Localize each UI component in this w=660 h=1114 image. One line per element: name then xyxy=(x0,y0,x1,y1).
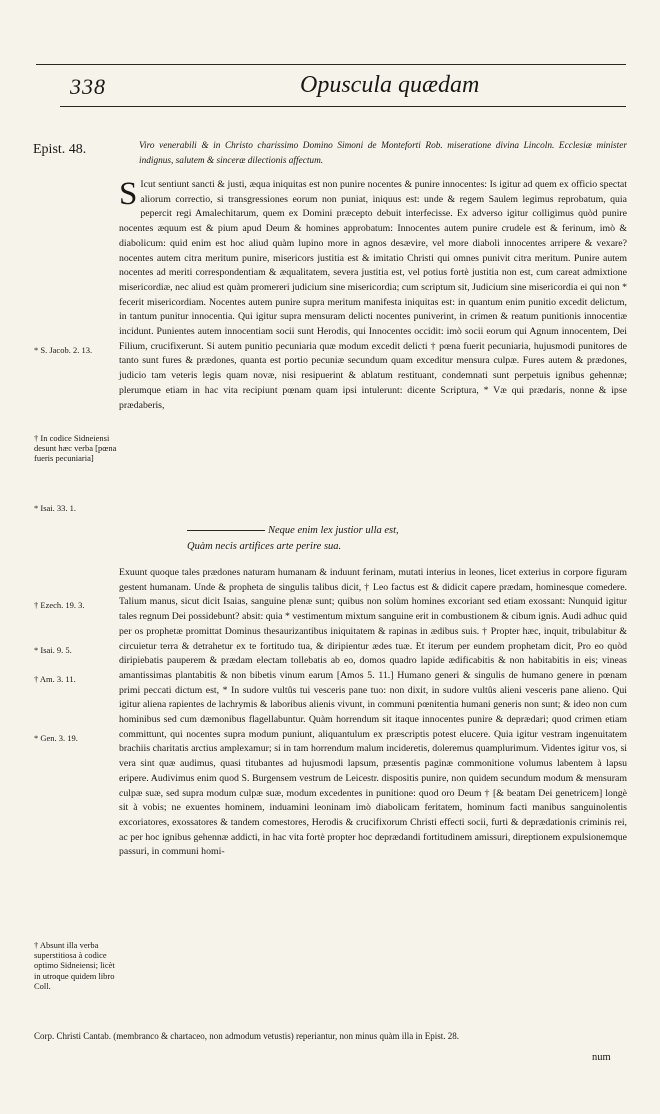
drop-cap: S xyxy=(119,176,138,212)
page-number: 338 xyxy=(70,74,106,99)
catchword: num xyxy=(592,1052,611,1063)
margin-note-ezekiel: † Ezech. 19. 3. xyxy=(34,600,85,610)
running-title: Opuscula quædam xyxy=(300,72,480,98)
margin-note-isaiah-9: * Isai. 9. 5. xyxy=(34,645,72,655)
paragraph-2-text: Exuunt quoque tales prædones naturam humanam & induunt ferinam, mutati interius in leones, licet exterius in corpore figuram gestent humanam. Unde & propheta de singulis talibus dicit, † Leo factus est & didicit capere prædam, hominesque comedere. Talium manus, sicut dicit Isaias, sanguine plenæ sunt; quibus non solùm homines excoriant sed etiam exossant: Nunquid igitur tales regnum Dei possidebunt? absit: quia * vestimentum mixtum sanguine erit in combustionem & cibum ignis. Audi adhuc quid per os prophetæ promittat Dominus thesaurizantibus iniquitatem & rapinas in ædibus suis. † Propter hæc, inquit, tribulabitur & circuietur terra & detrahetur ex te fortitudo tua, & diripientur ædes tuæ. Et iterum per eundem prophetam dicit, Pro eo quòd diripiebatis pauperem & prædam electam tollebatis ab eo, domos quadro lapide ædificabitis & non habitabitis in eis; vineas amantissimas plantabitis & non bibetis vinum earum [Amos 5. 11.] Humano generi & singulis de humano genere in pœnam primi peccati dictum est, * In sudore vultûs tui vesceris pane tuo: non dixit, in sudore vultûs alieni vesceris pane alieno. Qui igitur aliena rapientes de lachrymis & laboribus alienis vivunt, in communi pœnitentia humani generis non sunt; & ideo non cum hominibus sed cum dæmonibus flagellabuntur. Quàm horrendum sit itaque innocentes punire & deprædari; quod crimen etiam committunt, qui nocentes supra modum puniunt, aliquantulum ex præscriptis potest elucere. Quia igitur vestram ingenuitatem brachiis charitatis arctius amplexamur; si in tam horrendum malum incideretis, doleremus quamplurimum. Videntes igitur vos, si vera sint quæ audimus, quasi titubantes ad hujusmodi lapsum, præsentis paginæ commonitione volumus labentem à lapsu eripere. Audivimus enim quod S. Burgensem vestrum de Leicestr. dispositis punire, non quidem secundum modum & mensuram culpæ suæ, sed supra modum culpæ suæ, modum excedentes in punitione: quod oro Deum † [& beatam Dei genetricem] longè sit à vobis; ne exuentes hominem, induamini leoninam imò diabolicam feritatem, hominum facti manibus sanguinolentis excoriatores, exossatores & tandem comestores, Herodis & crucifixorum Christi effecti socii, furti & deprædationis criminis rei, ac per hoc ignibus gehennæ addicti, in hac vita fortè propter hoc deprædandi fortitudinem amissuri, direptionem expulsionemque passuri, in communi homi- xyxy=(119,567,628,858)
epistle-reference: Epist. 48. xyxy=(33,142,87,157)
footnote: Corp. Christi Cantab. (membranco & chartaceo, non admodum vetustis) reperiantur, non minus quàm illa in Epist. 28. xyxy=(34,1031,460,1041)
salutation: Viro venerabili & in Christo charissimo Domino Simoni de Monteforti Rob. miseratione divina Lincoln. Ecclesiæ minister indignus, salutem & sinceræ dilectionis affectum. xyxy=(139,141,627,166)
margin-note-genesis: * Gen. 3. 19. xyxy=(34,733,78,743)
verse-quotation xyxy=(187,523,617,555)
margin-note-james: * S. Jacob. 2. 13. xyxy=(34,345,93,355)
margin-note-isaiah-33: * Isai. 33. 1. xyxy=(34,503,77,513)
margin-note-amos: † Am. 3. 11. xyxy=(34,674,76,684)
main-paragraph-2 xyxy=(119,566,627,860)
quote-line-1: Neque enim lex justior ulla est, xyxy=(187,523,617,539)
quote-dash xyxy=(187,530,265,531)
main-paragraph-1 xyxy=(119,178,627,413)
top-rule xyxy=(36,64,626,65)
quote-line-2: Quàm necis artifices arte perire sua. xyxy=(187,541,342,552)
paragraph-1-text: Icut sentiunt sancti & justi, æqua iniquitas est non punire nocentes & punire innocentes: Is igitur ad quem ex officio spectat aliorum correctio, si transgressiones eorum non puniat, iniquus est: unde & regem Saulem legimus reprobatum, quia pepercit regi Amalechitarum, quem ex Domini præcepto debuit interfecisse. Ex adverso igitur colligimus quòd punire nocentes æquum est & pium apud Deum & homines approbatum: Innocentes autem punire crudele est & ferinum, imò & diabolicum: quid enim est hoc aliud quàm lupino more in agnos desævire, vel more diaboli innocentes arripere & vexare? nocentes autem citra meritum punire, misericors justitia est & imitatio Christi qui omnes punivit citra meritum. Punire autem nocentes ad meriti correspondentiam & æqualitatem, severa justitia est, vel potius fortè justitia non est, cum careat admixtione misericordiæ, nec aliud est quàm promereri judicium sine misericordia; cum scriptum sit, Judicium sine misericordia ei qui non * fecerit misericordiam. Nocentes autem punire supra meritum manifesta iniquitas est: in quantum enim punitio excedit delictum, in tantum punitur innocentia. Qui igitur supra mensuram delicti nocentes puniverint, in crimen & reatum punitionis innocentiæ incidunt. Punientes autem innocentiam socii sunt Herodis, qui Innocentes occidit: imò socii eorum qui Agnum innocentem, Dei Filium, crucifixerunt. Si autem punitio pecuniaria quæ modum excedit delicti † pœna fuerit pecuniaria, hujusmodi punitores de tanto sunt fures & prædones, quanta est portio pecuniæ secundum quam exceditur mensura culpæ. Fures autem & prædones, judicio tam veteris legis quam novæ, nisi resipuerint & ablatum restituant, condemnati sunt perpetuis ignibus gehennæ; plerumque etiam in hac vita recipiunt pœnam quam ipsi intulerunt: dicente Scriptura, * Væ qui prædaris, nonne & ipse prædaberis, xyxy=(119,179,627,411)
margin-note-absunt: † Absunt illa verba superstitiosa à codice optimo Sidneiensi; licèt in utroque quidem libro Coll. xyxy=(34,940,115,991)
margin-note-sidneiensi: † In codice Sidneiensi desunt hæc verba [pœna fueris pecuniaria] xyxy=(34,433,117,464)
header-rule xyxy=(60,106,626,107)
